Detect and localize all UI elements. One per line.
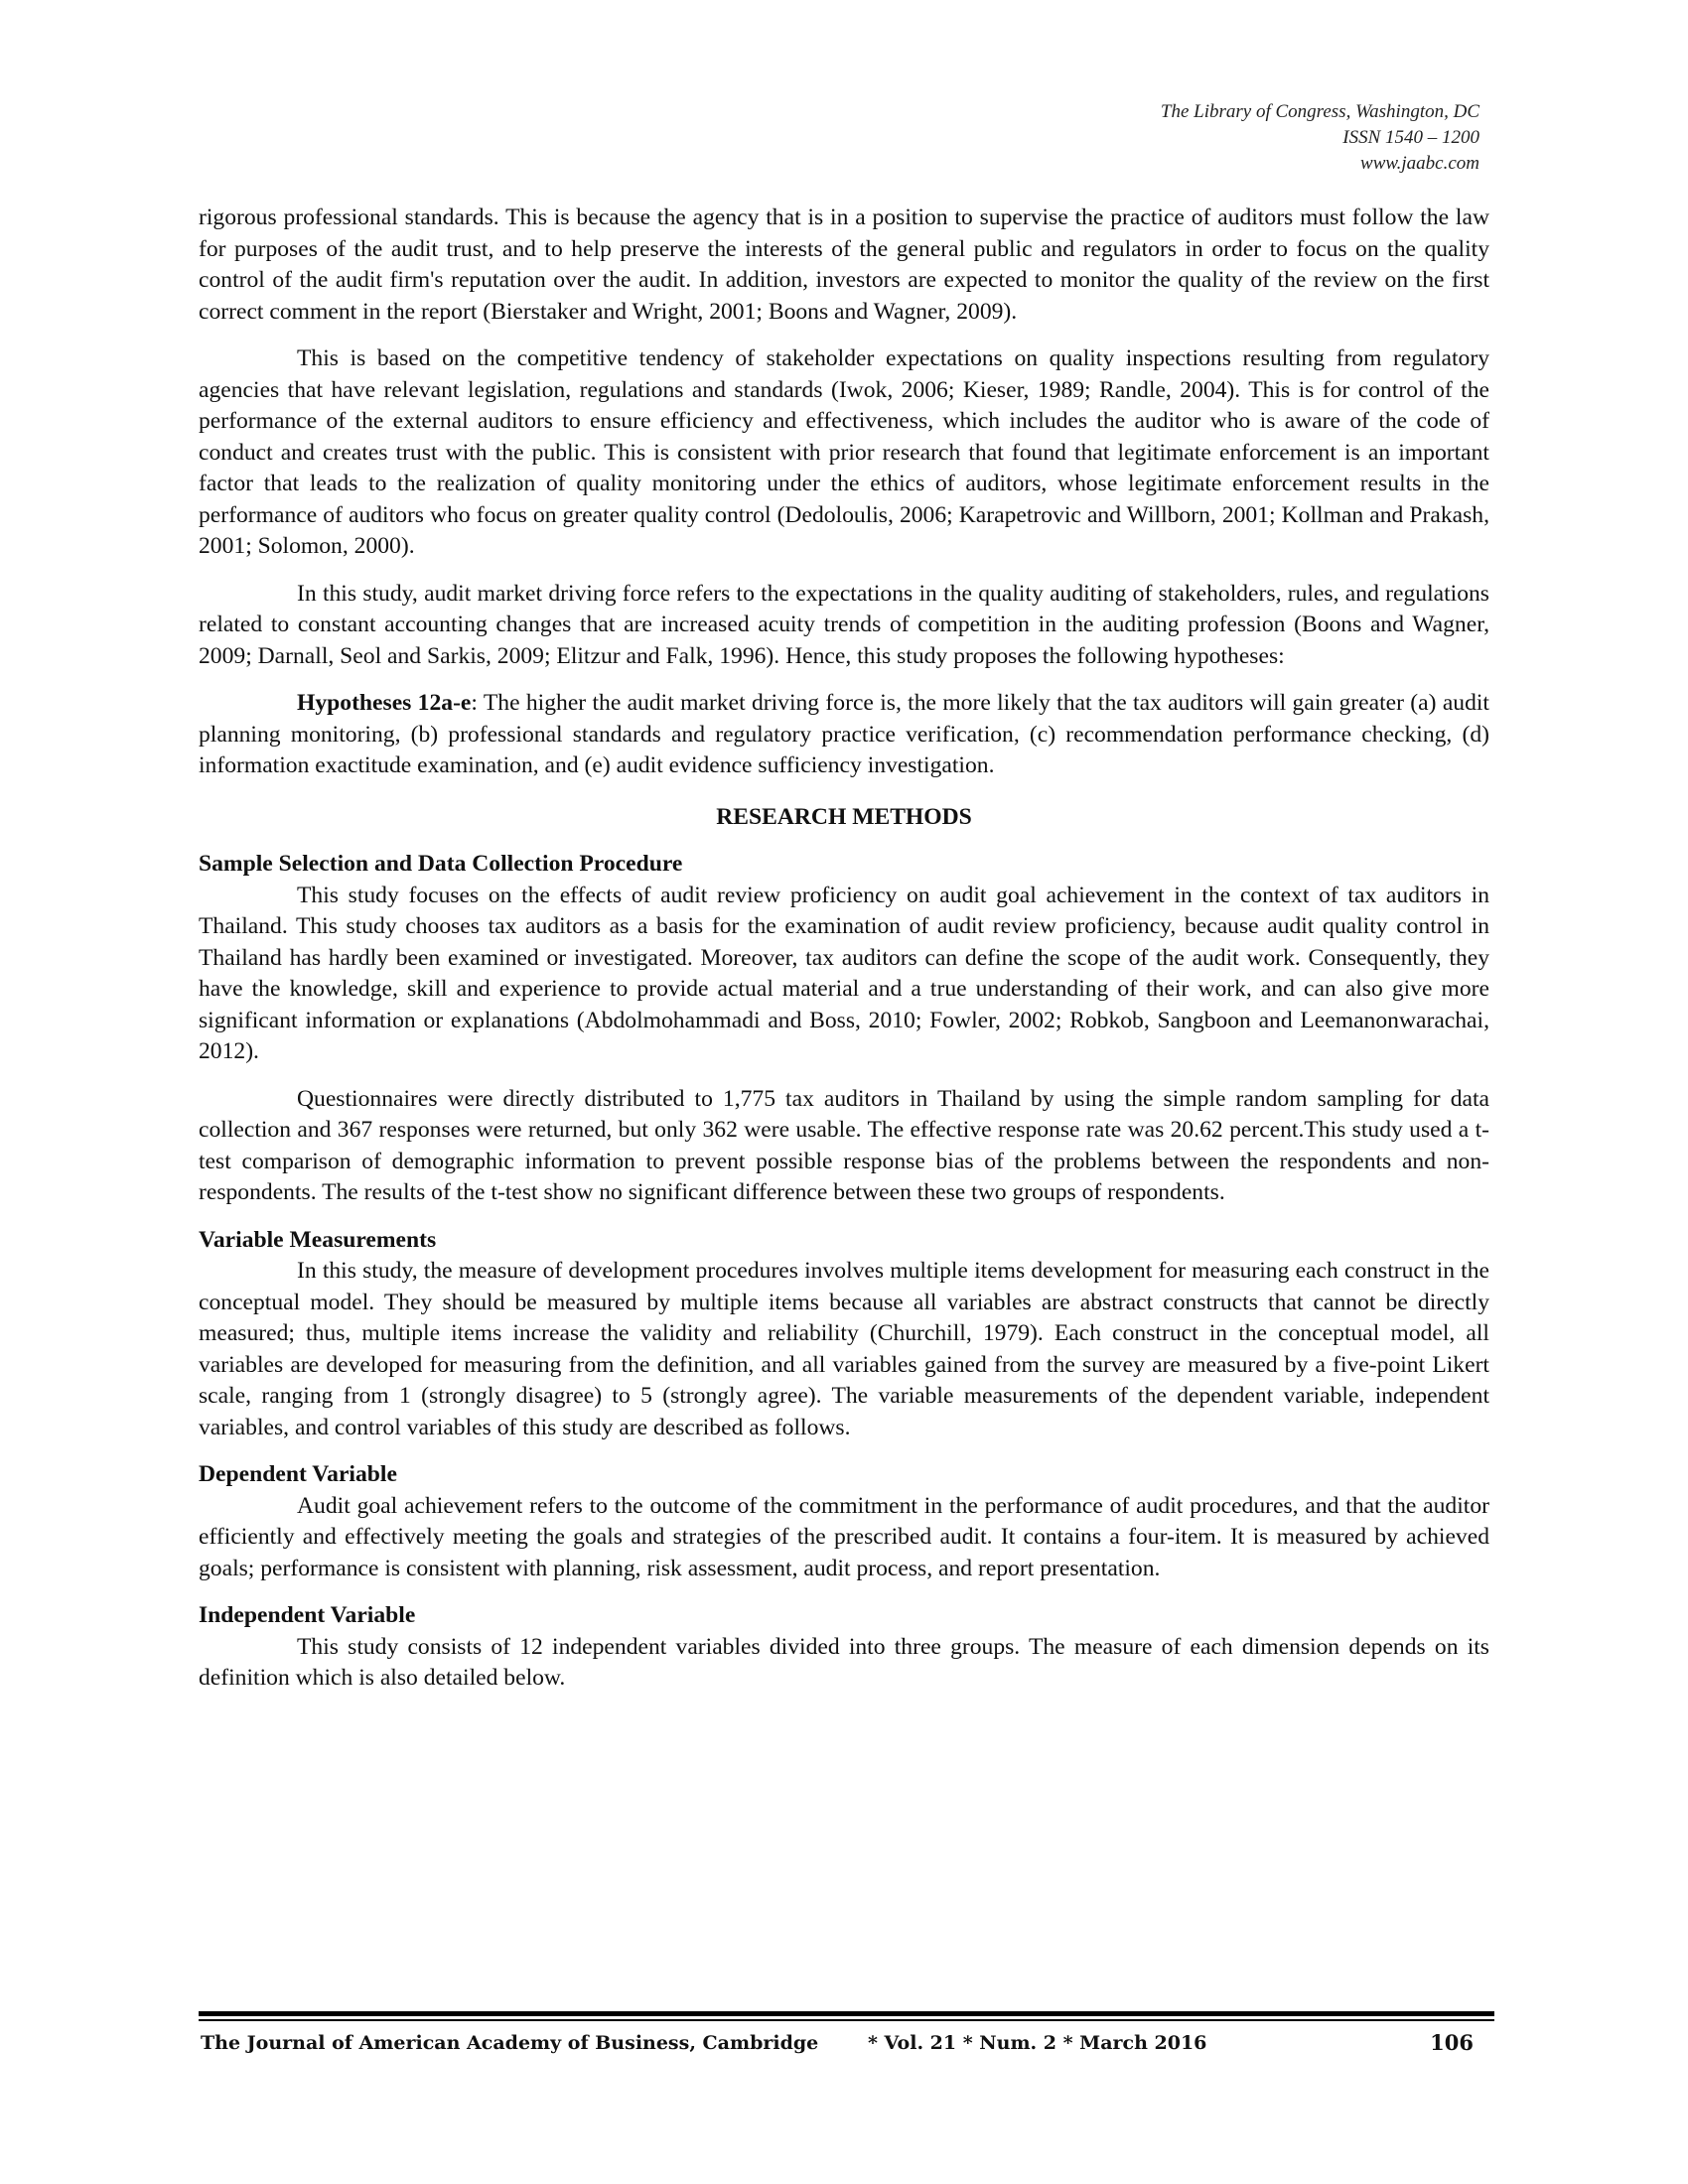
subheading-sample-selection: Sample Selection and Data Collection Procedure <box>199 851 683 877</box>
hypothesis-label: Hypotheses 12a-e <box>297 690 472 716</box>
subheading-variable-measurements: Variable Measurements <box>199 1226 437 1253</box>
header-website-line: www.jaabc.com <box>1360 153 1479 174</box>
body-paragraph-6: In this study, the measure of development procedures involves multiple items development for measuring each construct in the conceptual model. They should be measured by multiple items because all variables are abstract constructs that cannot be directly measured; thus, multiple items increase the validity and reliability (Churchill, 1979). Each construct in the conceptual model, all variables are developed for measuring from the definition, and all variables gained from the survey are measured by a five-point Likert scale, ranging from 1 (strongly disagree) to 5 (strongly agree). The variable measurements of the dependent variable, independent variables, and control variables of this study are described as follows. <box>199 1258 1489 1440</box>
header-library-line: The Library of Congress, Washington, DC <box>1160 101 1479 122</box>
body-paragraph-2: This is based on the competitive tendency of stakeholder expectations on quality inspections resulting from regulatory agencies that have relevant legislation, regulations and standards (Iwok, 2006; Kieser, 1989; Randle, 2004). This is for control of the performance of the external auditors to ensure efficiency and effectiveness, which includes the auditor who is aware of the code of conduct and creates trust with the public. This is consistent with prior research that found that legitimate enforcement is an important factor that leads to the realization of quality monitoring under the ethics of auditors, whose legitimate enforcement results in the performance of auditors who focus on greater quality control (Dedoloulis, 2006; Karapetrovic and Willborn, 2001; Kollman and Prakash, 2001; Solomon, 2000). <box>199 345 1489 559</box>
subheading-dependent-variable: Dependent Variable <box>199 1461 397 1487</box>
footer-rule-thick <box>199 2011 1494 2016</box>
running-header <box>784 99 1479 177</box>
section-title-research-methods: RESEARCH METHODS <box>716 803 972 830</box>
running-footer <box>201 2028 1491 2060</box>
page-number: 106 <box>1430 2030 1474 2055</box>
footer-rule-thin <box>199 2019 1494 2021</box>
page-body <box>199 203 1489 1695</box>
body-paragraph-5: Questionnaires were directly distributed to 1,775 tax auditors in Thailand by using the simple random sampling for data collection and 367 responses were returned, but only 362 were usable. The effective response rate was 20.62 percent.This study used a t-test comparison of demographic information to prevent possible response bias of the problems between the respondents and non-respondents. The results of the t-test show no significant difference between these two groups of respondents. <box>199 1085 1489 1205</box>
footer-volume-info: * Vol. 21 * Num. 2 * March 2016 <box>868 2032 1207 2054</box>
hypothesis-text: : The higher the audit market driving force is, the more likely that the tax auditors will gain greater (a) audit planning monitoring, (b) professional standards and regulatory practice verification, (c) recommendation performance checking, (d) information exactitude examination, and (e) audit evidence sufficiency investigation. <box>199 690 1489 778</box>
body-paragraph-8: This study consists of 12 independent variables divided into three groups. The measure of each dimension depends on its definition which is also detailed below. <box>199 1633 1489 1691</box>
body-paragraph-4: This study focuses on the effects of audit review proficiency on audit goal achievement in the context of tax auditors in Thailand. This study chooses tax auditors as a basis for the examination of audit review proficiency, because audit quality control in Thailand has hardly been examined or investigated. Moreover, tax auditors can define the scope of the audit work. Consequently, they have the knowledge, skill and experience to provide actual material and a true understanding of their work, and can also give more significant information or explanations (Abdolmohammadi and Boss, 2010; Fowler, 2002; Robkob, Sangboon and Leemanonwarachai, 2012). <box>199 882 1489 1064</box>
subheading-independent-variable: Independent Variable <box>199 1602 416 1628</box>
body-paragraph-7: Audit goal achievement refers to the outcome of the commitment in the performance of audit procedures, and that the auditor efficiently and effectively meeting the goals and strategies of the prescribed audit. It contains a four-item. It is measured by achieved goals; performance is consistent with planning, risk assessment, audit process, and report presentation. <box>199 1492 1489 1581</box>
body-paragraph-3: In this study, audit market driving force refers to the expectations in the quality auditing of stakeholders, rules, and regulations related to constant accounting changes that are increased acuity trends of competition in the auditing profession (Boons and Wagner, 2009; Darnall, Seol and Sarkis, 2009; Elitzur and Falk, 1996). Hence, this study proposes the following hypotheses: <box>199 580 1489 669</box>
hypothesis-paragraph <box>199 688 1489 782</box>
header-issn-line: ISSN 1540 – 1200 <box>1342 127 1479 148</box>
footer-journal-name: The Journal of American Academy of Business, Cambridge <box>201 2032 819 2054</box>
body-paragraph-1: rigorous professional standards. This is because the agency that is in a position to supervise the practice of auditors must follow the law for purposes of the audit trust, and to help preserve the interests of the general public and regulators in order to focus on the quality control of the audit firm's reputation over the audit. In addition, investors are expected to monitor the quality of the review on the first correct comment in the report (Bierstaker and Wright, 2001; Boons and Wagner, 2009). <box>199 205 1489 325</box>
